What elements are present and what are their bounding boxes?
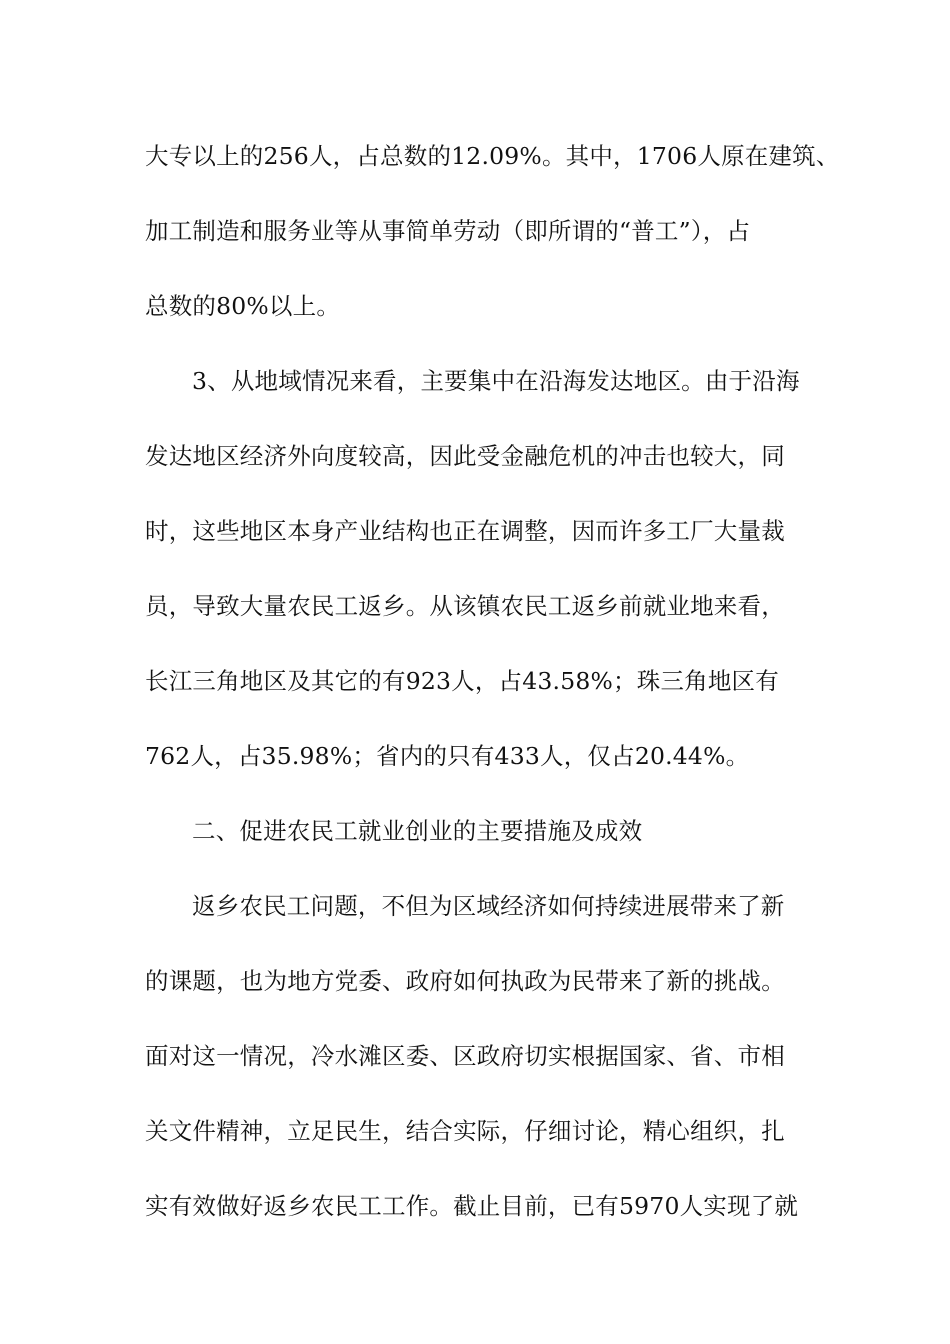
text-line: 面对这一情况，冷水滩区委、区政府切实根据国家、省、市相 [145,1042,785,1070]
paragraph-start-line: 3、从地域情况来看，主要集中在沿海发达地区。由于沿海 [192,367,800,395]
text-line: 的课题，也为地方党委、政府如何执政为民带来了新的挑战。 [145,967,785,995]
text-line: 发达地区经济外向度较高，因此受金融危机的冲击也较大，同 [145,442,785,470]
document-body [145,128,840,1253]
text-line: 实有效做好返乡农民工工作。截止目前，已有5970人实现了就 [145,1192,799,1220]
text-line: 大专以上的256人，占总数的12.09%。其中，1706人原在建筑、 [145,142,840,170]
text-line: 时，这些地区本身产业结构也正在调整，因而许多工厂大量裁 [145,517,785,545]
text-line: 员，导致大量农民工返乡。从该镇农民工返乡前就业地来看， [145,592,785,620]
section-heading: 二、促进农民工就业创业的主要措施及成效 [192,817,643,845]
text-line: 加工制造和服务业等从事简单劳动（即所谓的“普工”），占 [145,217,751,245]
text-line: 长江三角地区及其它的有923人，占43.58%；珠三角地区有 [145,667,779,695]
paragraph-start-line: 返乡农民工问题，不但为区域经济如何持续进展带来了新 [192,892,785,920]
text-line: 总数的80%以上。 [145,292,341,320]
text-line: 关文件精神，立足民生，结合实际，仔细讨论，精心组织，扎 [145,1117,785,1145]
text-line: 762人，占35.98%；省内的只有433人，仅占20.44%。 [145,742,750,770]
